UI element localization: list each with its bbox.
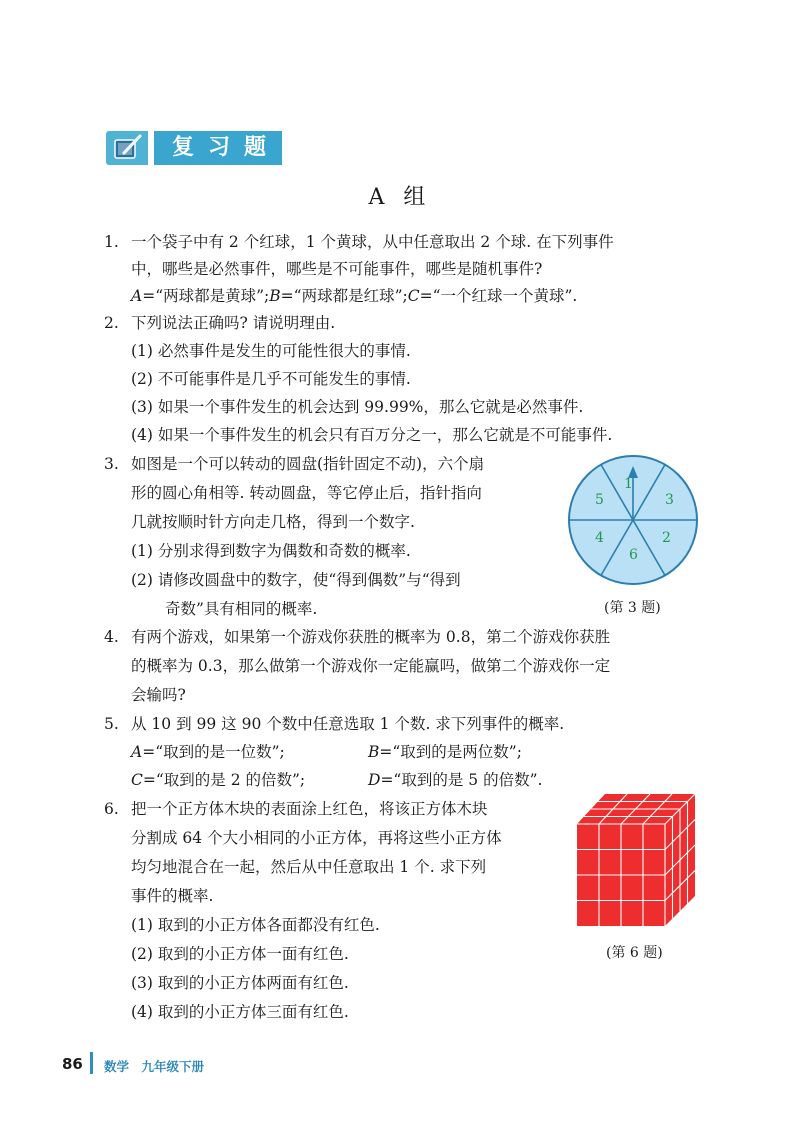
spinner-figure [565, 452, 701, 588]
problem-6-item: (4) 取到的小正方体三面有红色. [131, 1003, 349, 1021]
section-banner [106, 131, 282, 165]
sector-label: 1 [624, 476, 633, 492]
problem-3-line: 几就按顺时针方向走几格，得到一个数字. [131, 513, 415, 531]
problem-4-line: 会输吗? [131, 686, 186, 704]
problem-5-event-d [368, 770, 542, 790]
problem-1-events [131, 286, 577, 306]
red-cube-figure [575, 790, 699, 930]
page-number: 86 [62, 1055, 83, 1073]
problem-2-item: (1) 必然事件是发生的可能性很大的事情. [131, 342, 411, 360]
event-text: =“取到的是 5 的倍数”. [380, 771, 543, 789]
pencil-notebook-icon [106, 131, 148, 165]
event-label: C [407, 287, 420, 305]
banner-title: 复习题 [154, 131, 282, 165]
problem-1-line: 一个袋子中有 2 个红球，1 个黄球，从中任意取出 2 个球. 在下列事件 [131, 233, 614, 251]
problem-5-event-b [368, 742, 522, 762]
event-text: =“取到的是一位数”; [142, 743, 285, 761]
event-label: D [368, 771, 381, 789]
problem-4-line: 有两个游戏，如果第一个游戏你获胜的概率为 0.8，第二个游戏你获胜 [131, 628, 611, 646]
problem-6-line: 事件的概率. [131, 887, 214, 905]
problem-6-number: 6. [104, 800, 119, 818]
problem-2-intro: 下列说法正确吗? 请说明理由. [131, 314, 336, 332]
sector-label: 4 [595, 530, 604, 546]
event-text: =“一个红球一个黄球”. [419, 287, 578, 305]
problem-4-number: 4. [104, 628, 119, 646]
sector-label: 5 [595, 492, 604, 508]
sector-label: 3 [665, 492, 674, 508]
problem-3-item: (1) 分别求得到数字为偶数和奇数的概率. [131, 542, 411, 560]
problem-3-item: 奇数”具有相同的概率. [165, 600, 318, 618]
book-title: 数学 九年级下册 [104, 1059, 205, 1074]
figure-3-caption: (第 3 题) [604, 600, 661, 616]
problem-6-line: 均匀地混合在一起，然后从中任意取出 1 个. 求下列 [131, 858, 487, 876]
event-label: A [131, 743, 143, 761]
sector-label: 2 [662, 530, 671, 546]
problem-1-line: 中，哪些是必然事件，哪些是不可能事件，哪些是随机事件? [131, 260, 543, 278]
event-label: A [131, 287, 143, 305]
problem-5-event-c [131, 770, 305, 790]
problem-6-item: (3) 取到的小正方体两面有红色. [131, 974, 349, 992]
problem-6-line: 分割成 64 个大小相同的小正方体，再将这些小正方体 [131, 829, 502, 847]
problem-3-item: (2) 请修改圆盘中的数字，使“得到偶数”与“得到 [131, 571, 461, 589]
event-text: =“取到的是两位数”; [379, 743, 522, 761]
problem-6-item: (2) 取到的小正方体一面有红色. [131, 945, 349, 963]
sector-label: 6 [629, 547, 638, 563]
problem-2-item: (2) 不可能事件是几乎不可能发生的事情. [131, 370, 411, 388]
group-title: A 组 [368, 185, 432, 210]
event-text: =“两球都是红球”; [280, 287, 408, 305]
problem-5-number: 5. [104, 715, 119, 733]
figure-6-caption: (第 6 题) [606, 945, 663, 961]
problem-4-line: 的概率为 0.3，那么做第一个游戏你一定能赢吗，做第二个游戏你一定 [131, 657, 611, 675]
event-text: =“两球都是黄球”; [142, 287, 270, 305]
problem-3-line: 如图是一个可以转动的圆盘(指针固定不动)，六个扇 [131, 455, 485, 473]
problem-2-item: (4) 如果一个事件发生的机会只有百万分之一，那么它就是不可能事件. [131, 426, 613, 444]
event-label: B [269, 287, 281, 305]
problem-5-event-a [131, 742, 285, 762]
event-label: B [368, 743, 380, 761]
problem-6-line: 把一个正方体木块的表面涂上红色，将该正方体木块 [131, 800, 488, 818]
problem-2-item: (3) 如果一个事件发生的机会达到 99.99%，那么它就是必然事件. [131, 398, 584, 416]
event-label: C [131, 771, 143, 789]
footer-divider [90, 1052, 93, 1074]
problem-5-intro: 从 10 到 99 这 90 个数中任意选取 1 个数. 求下列事件的概率. [131, 715, 565, 733]
problem-3-line: 形的圆心角相等. 转动圆盘，等它停止后，指针指向 [131, 484, 482, 502]
problem-3-number: 3. [104, 455, 119, 473]
problem-6-item: (1) 取到的小正方体各面都没有红色. [131, 916, 380, 934]
event-text: =“取到的是 2 的倍数”; [142, 771, 306, 789]
problem-1-number: 1. [104, 233, 119, 251]
problem-2-number: 2. [104, 314, 119, 332]
